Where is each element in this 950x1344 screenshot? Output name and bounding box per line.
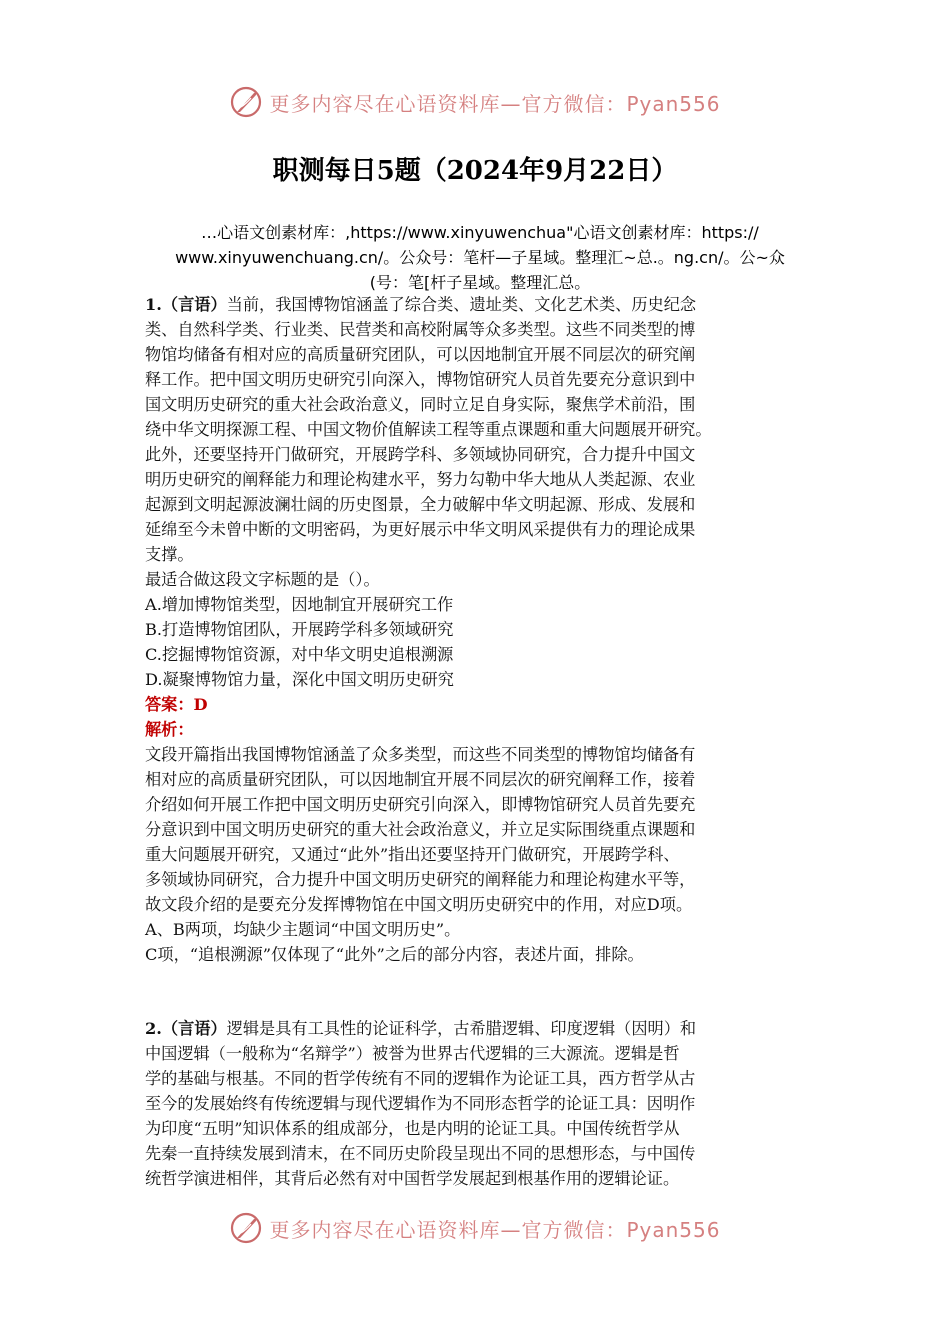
stem-line bbox=[145, 1016, 817, 1041]
analysis-line: 文段开篇指出我国博物馆涵盖了众多类型，而这些不同类型的博物馆均储备有 bbox=[145, 745, 696, 764]
question-number: 2. bbox=[145, 1019, 162, 1038]
header-banner bbox=[0, 82, 950, 122]
stem-line: 类、自然科学类、行业类、民营类和高校附属等众多类型。这些不同类型的博 bbox=[145, 320, 696, 339]
stem-line: 物馆均储备有相对应的高质量研究团队，可以因地制宜开展不同层次的研究阐 bbox=[145, 345, 696, 364]
stem-line: 国文明历史研究的重大社会政治意义，同时立足自身实际，聚焦学术前沿，围 bbox=[145, 395, 696, 414]
stem-line: 为印度“五明”知识体系的组成部分，也是内明的论证工具。中国传统哲学从 bbox=[145, 1119, 680, 1138]
stem-line: 明历史研究的阐释能力和理论构建水平，努力勾勒中华大地从人类起源、农业 bbox=[145, 470, 696, 489]
source-note bbox=[140, 220, 820, 295]
stem-line: 延绵至今未曾中断的文明密码，为更好展示中华文明风采提供有力的理论成果 bbox=[145, 520, 696, 539]
option-d: D.凝聚博物馆力量，深化中国文明历史研究 bbox=[145, 670, 454, 689]
analysis-line: 故文段介绍的是要充分发挥博物馆在中国文明历史研究中的作用，对应D项。 bbox=[145, 895, 693, 914]
source-note-line: www.xinyuwenchuang.cn/。公众号：笔杆—子星域。整理汇~总.。ng.cn/。公~众 bbox=[175, 248, 785, 267]
source-note-line: …心语文创素材库：,https://www.xinyuwenchua"心语文创素材库：https:// bbox=[201, 223, 759, 242]
quill-circle-logo-icon bbox=[229, 1211, 263, 1245]
question-tag: （言语） bbox=[161, 295, 227, 314]
option-a: A.增加博物馆类型，因地制宜开展研究工作 bbox=[145, 595, 454, 614]
analysis-line: A、B两项，均缺少主题词“中国文明历史”。 bbox=[145, 920, 461, 939]
banner-text: 更多内容尽在心语资料库—官方微信：Pyan556 bbox=[269, 91, 721, 116]
analysis-line: C项，“追根溯源”仅体现了“此外”之后的部分内容，表述片面，排除。 bbox=[145, 945, 644, 964]
stem-line: 支撑。 bbox=[145, 545, 194, 564]
stem-line: 统哲学演进相伴，其背后必然有对中国哲学发展起到根基作用的逻辑论证。 bbox=[145, 1169, 680, 1188]
stem-line: 释工作。把中国文明历史研究引向深入，博物馆研究人员首先要充分意识到中 bbox=[145, 370, 696, 389]
option-c: C.挖掘博物馆资源，对中华文明史追根溯源 bbox=[145, 645, 454, 664]
question-number: 1. bbox=[145, 295, 162, 314]
source-note-line: (号：笔[杆子星域。整理汇总。 bbox=[369, 273, 591, 292]
analysis-label: 解析： bbox=[145, 720, 194, 739]
stem-line bbox=[145, 292, 817, 317]
page-title: 职测每日5题（2024年9月22日） bbox=[272, 156, 678, 186]
stem-line: 此外，还要坚持开门做研究，开展跨学科、多领域协同研究，合力提升中国文 bbox=[145, 445, 696, 464]
analysis-line: 分意识到中国文明历史研究的重大社会政治意义，并立足实际围绕重点课题和 bbox=[145, 820, 696, 839]
stem-line: 先秦一直持续发展到清末，在不同历史阶段呈现出不同的思想形态，与中国传 bbox=[145, 1144, 696, 1163]
stem-line: 中国逻辑（一般称为“名辩学”）被誉为世界古代逻辑的三大源流。逻辑是哲 bbox=[145, 1044, 680, 1063]
stem-line: 绕中华文明探源工程、中国文物价值解读工程等重点课题和重大问题展开研究。 bbox=[145, 420, 712, 439]
stem-text: 当前，我国博物馆涵盖了综合类、遗址类、文化艺术类、历史纪念 bbox=[226, 295, 697, 314]
analysis-body bbox=[145, 742, 817, 967]
answer-label: 答案：D bbox=[145, 695, 208, 714]
quill-circle-logo-icon bbox=[229, 85, 263, 119]
footer-banner bbox=[0, 1208, 950, 1248]
question-1-stem bbox=[145, 292, 817, 567]
banner-text: 更多内容尽在心语资料库—官方微信：Pyan556 bbox=[269, 1217, 721, 1242]
question-2-stem bbox=[145, 1016, 817, 1191]
question-prompt: 最适合做这段文字标题的是（）。 bbox=[145, 570, 380, 589]
stem-line: 学的基础与根基。不同的哲学传统有不同的逻辑作为论证工具，西方哲学从古 bbox=[145, 1069, 696, 1088]
question-2 bbox=[145, 1016, 817, 1191]
stem-line: 起源到文明起源波澜壮阔的历史图景，全力破解中华文明起源、形成、发展和 bbox=[145, 495, 696, 514]
analysis-line: 多领域协同研究，合力提升中国文明历史研究的阐释能力和理论构建水平等， bbox=[145, 870, 696, 889]
analysis-line: 相对应的高质量研究团队，可以因地制宜开展不同层次的研究阐释工作，接着 bbox=[145, 770, 696, 789]
analysis-line: 重大问题展开研究，又通过“此外”指出还要坚持开门做研究，开展跨学科、 bbox=[145, 845, 680, 864]
stem-line: 至今的发展始终有传统逻辑与现代逻辑作为不同形态哲学的论证工具：因明作 bbox=[145, 1094, 696, 1113]
analysis-line: 介绍如何开展工作把中国文明历史研究引向深入，即博物馆研究人员首先要充 bbox=[145, 795, 696, 814]
question-tag: （言语） bbox=[161, 1019, 227, 1038]
option-b: B.打造博物馆团队，开展跨学科多领域研究 bbox=[145, 620, 454, 639]
stem-text: 逻辑是具有工具性的论证科学，古希腊逻辑、印度逻辑（因明）和 bbox=[226, 1019, 697, 1038]
question-1 bbox=[145, 292, 817, 967]
